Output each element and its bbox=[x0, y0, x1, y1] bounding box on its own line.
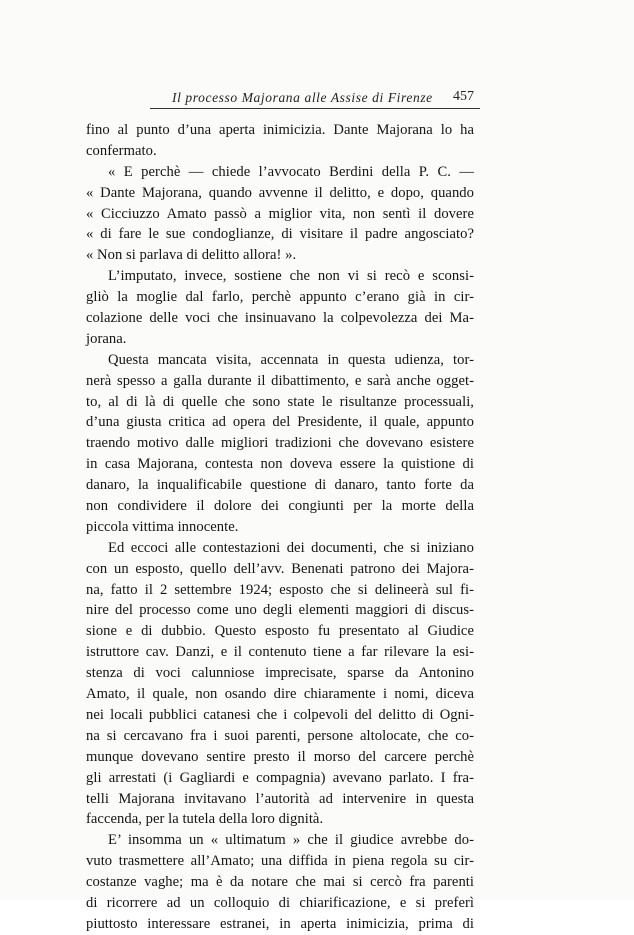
text-line: con un esposto, quello dell’avv. Benenati patrono dei Majora- bbox=[86, 560, 474, 577]
text-line: na, fatto il 2 settembre 1924; esposto che si delineerà sul fi- bbox=[86, 581, 474, 598]
text-line: jorana. bbox=[86, 330, 127, 347]
text-line: to, al di là di quelle che sono state le risultanze processuali, bbox=[86, 393, 474, 410]
text-line: nerà spesso a galla durante il dibattimento, e sarà anche ogget- bbox=[86, 372, 474, 389]
page-number: 457 bbox=[453, 89, 474, 104]
text-line: « Dante Majorana, quando avvenne il delitto, e dopo, quando bbox=[86, 184, 474, 201]
text-line: stenza di voci calunniose imprecisate, sparse da Antonino bbox=[86, 665, 474, 682]
text-line: E’ insomma un « ultimatum » che il giudice avrebbe do- bbox=[108, 832, 474, 849]
text-line: « E perchè — chiede l’avvocato Berdini della P. C. — bbox=[108, 163, 474, 180]
text-line: di ricorrere ad un colloquio di chiarificazione, e si preferì bbox=[86, 894, 474, 911]
text-line: nire del processo come uno degli elementi maggiori di discus- bbox=[86, 602, 474, 619]
header-rule bbox=[150, 108, 480, 109]
text-line: nei locali pubblici catanesi che i colpevoli del delitto di Ogni- bbox=[86, 706, 474, 723]
text-line: sione e di dubbio. Questo esposto fu presentato al Giudice bbox=[86, 623, 474, 640]
text-line: non condividere il dolore dei congiunti per la morte della bbox=[86, 498, 474, 515]
text-line: faccenda, per la tutela della loro dignità. bbox=[86, 811, 324, 828]
text-line: munque dovevano sentire presto il morso del carcere perchè bbox=[86, 748, 474, 765]
page-header bbox=[150, 86, 480, 108]
text-line: Questa mancata visita, accennata in questa udienza, tor- bbox=[108, 351, 474, 368]
text-line: Amato, il quale, non osando dire chiaramente i nomi, diceva bbox=[86, 686, 474, 703]
text-line: piuttosto interessare estranei, in aperta inimicizia, prima di bbox=[86, 915, 474, 932]
text-line: telli Majorana invitavano l’autorità ad intervenire in questa bbox=[86, 790, 474, 807]
text-line: danaro, la inqualificabile questione di danaro, tanto forte da bbox=[86, 477, 474, 494]
text-line: traendo motivo dalle migliori tradizioni che dovevano esistere bbox=[86, 435, 474, 452]
text-line: d’una giusta critica ad opera del Presidente, il quale, appunto bbox=[86, 414, 474, 431]
text-line: istruttore cav. Danzi, e il contenuto tiene a far rilevare la esi- bbox=[86, 644, 474, 661]
text-line: « Non si parlava di delitto allora! ». bbox=[86, 247, 297, 264]
text-line: fino al punto d’una aperta inimicizia. Dante Majorana lo ha bbox=[86, 122, 474, 138]
text-line: in casa Majorana, contesta non doveva essere la quistione di bbox=[86, 456, 474, 473]
text-line: gliò la moglie dal farlo, perchè appunto c’erano già in cir- bbox=[86, 289, 474, 306]
text-line: L’imputato, invece, sostiene che non vi si recò e sconsi- bbox=[108, 268, 474, 285]
text-line: vuto trasmettere all’Amato; una diffida in piena regola su cir- bbox=[86, 853, 474, 870]
text-line: costanze vaghe; ma è da notare che mai si cercò fra parenti bbox=[86, 874, 474, 891]
body-text bbox=[86, 120, 474, 935]
text-line: confermato. bbox=[86, 142, 157, 159]
text-line: Ed eccoci alle contestazioni dei documenti, che si iniziano bbox=[108, 539, 474, 556]
running-title: Il processo Majorana alle Assise di Firenze bbox=[172, 90, 433, 105]
text-line: colazione delle voci che insinuavano la colpevolezza dei Ma- bbox=[86, 310, 474, 327]
text-line: « Cicciuzzo Amato passò a miglior vita, non sentì il dovere bbox=[86, 205, 474, 222]
text-line: gli arrestati (i Gagliardi e compagnia) avevano parlato. I fra- bbox=[86, 769, 474, 786]
text-line: piccola vittima innocente. bbox=[86, 518, 239, 535]
text-line: « di fare le sue condoglianze, di visitare il padre angosciato? bbox=[86, 226, 474, 243]
text-line: na si cercavano fra i suoi parenti, persone altolocate, che co- bbox=[86, 727, 474, 744]
